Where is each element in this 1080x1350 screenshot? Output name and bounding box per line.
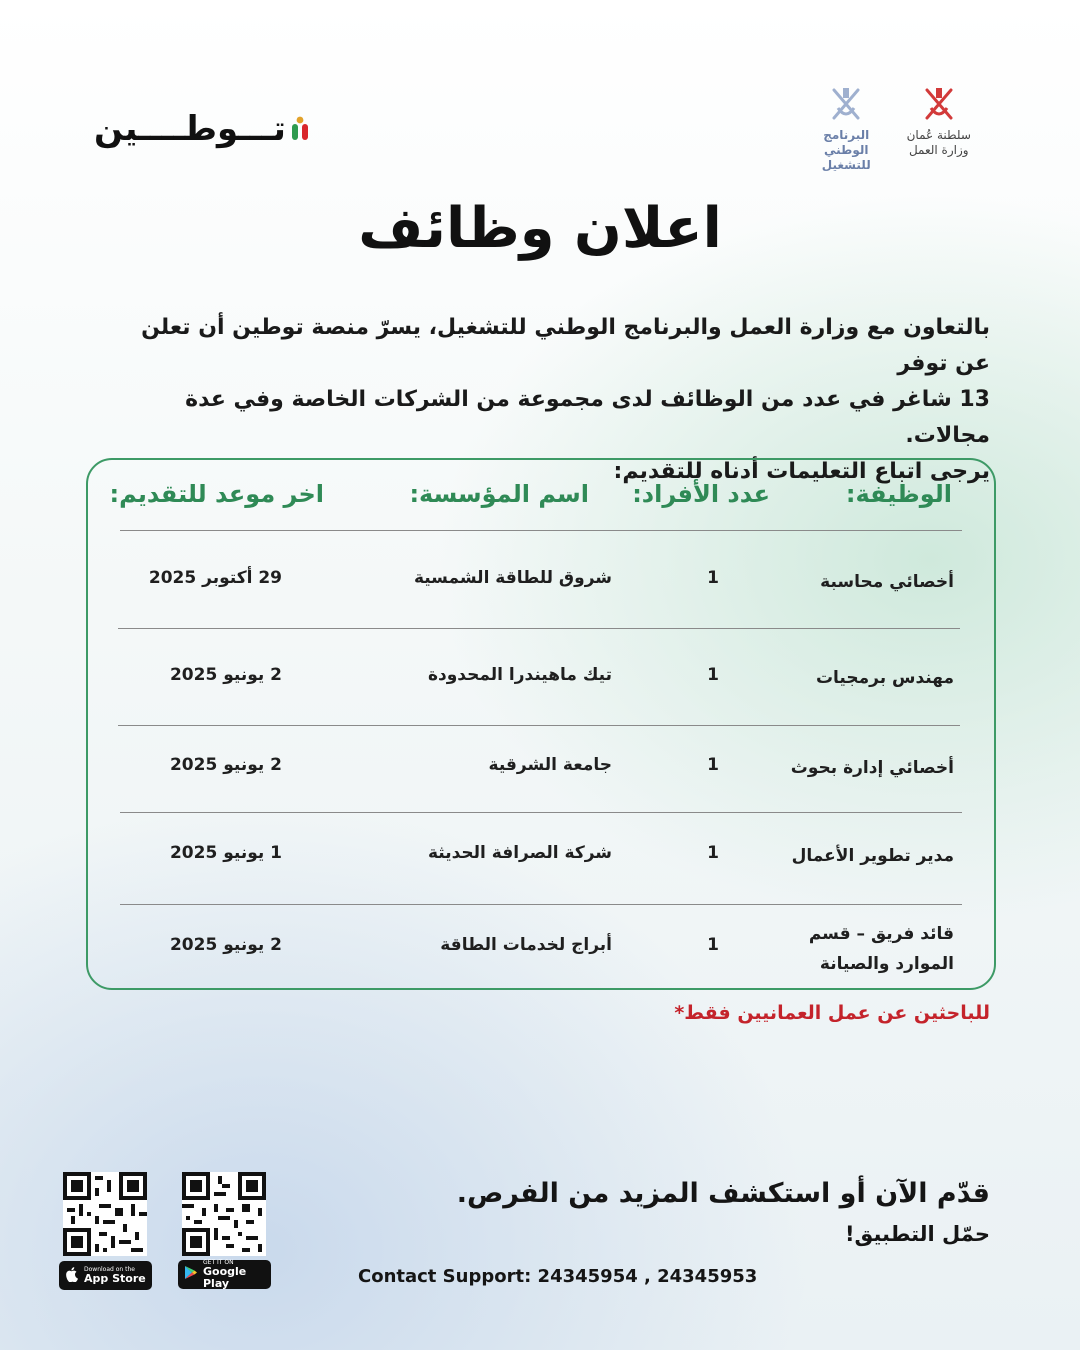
app-store-small-label: Download on the [84, 1266, 135, 1273]
job-title: قائد فريق – قسم [808, 924, 954, 944]
google-play-small-label: GET IT ON [203, 1259, 234, 1266]
job-count: 1 [707, 755, 719, 775]
intro-line-1: بالتعاون مع وزارة العمل والبرنامج الوطني للتشغيل، يسرّ منصة توطين أن تعلن عن توفر [141, 315, 990, 376]
deadline: 2 يونيو 2025 [169, 755, 282, 775]
header-job: الوظيفة: [845, 480, 952, 508]
row-divider [120, 812, 962, 813]
row-divider [118, 628, 960, 629]
jobs-table [86, 458, 996, 990]
job-count: 1 [707, 935, 719, 955]
national-program-logo [800, 84, 893, 172]
national-program-emblem-icon [826, 84, 866, 128]
brand-name: تـــوطــــين [94, 109, 286, 149]
deadline: 2 يونيو 2025 [169, 935, 282, 955]
totween-logo-icon [290, 116, 312, 142]
row-divider [120, 904, 962, 905]
sultanate-line2: وزارة العمل [908, 143, 969, 157]
apple-icon [65, 1266, 79, 1286]
job-count: 1 [707, 568, 719, 588]
job-count: 1 [707, 843, 719, 863]
app-store-button[interactable] [59, 1261, 152, 1290]
company-name: أبراج لخدمات الطاقة [440, 935, 612, 955]
program-line2: للتشغيل [821, 158, 871, 172]
ministry-of-labour-logo [893, 84, 986, 164]
job-title: أخصائي إدارة بحوث [790, 758, 954, 778]
google-play-label: Google Play [203, 1265, 247, 1290]
app-store-label: App Store [84, 1272, 146, 1285]
google-play-qr-code-icon[interactable] [182, 1172, 266, 1256]
job-title-line2: الموارد والصيانة [819, 954, 954, 974]
program-line1: البرنامج الوطني [823, 128, 870, 157]
intro-line-3: يرجى اتباع التعليمات أدناه للتقديم: [613, 459, 990, 484]
company-name: تيك ماهيندرا المحدودة [427, 665, 612, 685]
header-deadline: اخر موعد للتقديم: [109, 480, 324, 508]
google-play-button[interactable] [178, 1260, 271, 1289]
page-title: اعلان وظائف [358, 196, 722, 261]
cta-main: قدّم الآن أو استكشف المزيد من الفرص. [456, 1178, 990, 1209]
deadline: 1 يونيو 2025 [169, 843, 282, 863]
oman-emblem-icon [919, 84, 959, 128]
company-name: شركة الصرافة الحديثة [427, 843, 612, 863]
company-name: جامعة الشرقية [488, 755, 612, 775]
sultanate-line1: سلطنة عُمان [906, 128, 971, 142]
job-title: مهندس برمجيات [815, 668, 954, 688]
row-divider [120, 530, 962, 531]
eligibility-note: للباحثين عن عمل العمانيين فقط* [674, 1002, 990, 1024]
job-title: مدير تطوير الأعمال [791, 846, 954, 866]
contact-support: Contact Support: 24345954 , 24345953 [358, 1266, 758, 1287]
totween-logo [94, 104, 286, 154]
header-count: عدد الأفراد: [632, 480, 770, 508]
deadline: 2 يونيو 2025 [169, 665, 282, 685]
app-store-qr-code-icon[interactable] [63, 1172, 147, 1256]
google-play-icon [184, 1265, 198, 1284]
row-divider [118, 725, 960, 726]
deadline: 29 أكتوبر 2025 [148, 568, 282, 588]
header-company: اسم المؤسسة: [409, 480, 589, 508]
job-count: 1 [707, 665, 719, 685]
company-name: شروق للطاقة الشمسية [413, 568, 612, 588]
job-title: أخصائي محاسبة [820, 572, 954, 592]
cta-download-app: حمّل التطبيق! [844, 1222, 990, 1246]
intro-line-2: 13 شاغر في عدد من الوظائف لدى مجموعة من الشركات الخاصة وفي عدة مجالات. [185, 387, 990, 448]
partner-logos [800, 84, 985, 172]
